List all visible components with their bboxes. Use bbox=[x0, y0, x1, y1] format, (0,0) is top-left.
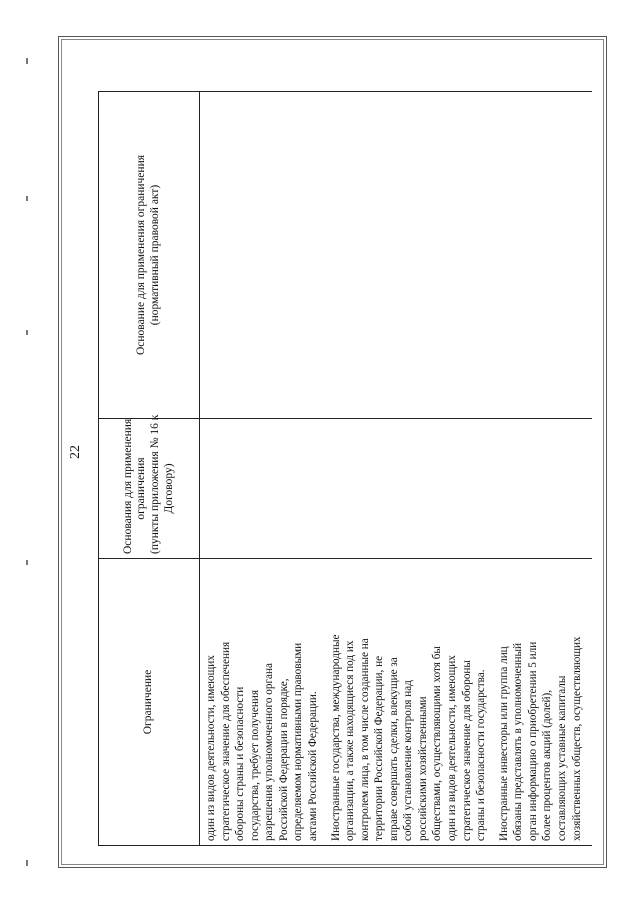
restriction-paragraph: Иностранные государства, международные организации, а также находящиеся под их контролем лица, в том числе созданные на территории Российской Федерации, не вправе совершать сделки, влекущие за собой установление контроля над российскими хозяйственными обществами, осуществляющими хотя бы один из видов деятельности, имеющих стратегическое значение для обороны страны и безопасности государства. bbox=[329, 634, 488, 841]
scan-mark bbox=[26, 560, 28, 565]
scan-mark bbox=[26, 58, 28, 64]
page-number: 22 bbox=[68, 445, 83, 459]
header-line: (нормативный правовой акт) bbox=[149, 184, 161, 326]
restrictions-table bbox=[98, 91, 592, 846]
header-line: Договору) bbox=[162, 463, 175, 514]
table-header-row bbox=[99, 92, 200, 846]
header-line: Основание для применения ограничения bbox=[135, 154, 148, 356]
header-basis-act bbox=[99, 92, 200, 419]
scan-mark bbox=[26, 860, 28, 866]
table-row bbox=[200, 92, 593, 846]
header-line: Основания для применения bbox=[121, 418, 134, 554]
rotated-page bbox=[58, 36, 607, 868]
header-basis-annex bbox=[99, 414, 200, 559]
header-restriction: Ограничение bbox=[99, 559, 200, 846]
scan-mark bbox=[26, 330, 28, 335]
header-line: (пункты приложения № 16 к bbox=[149, 414, 161, 554]
restriction-cell bbox=[200, 559, 593, 846]
scan-mark bbox=[26, 196, 28, 201]
basis-annex-cell bbox=[200, 419, 593, 559]
restriction-paragraph: Иностранные инвесторы или группа лиц обязаны представлять в уполномоченный орган информацию о приобретении 5 или более процентов акций (долей), составляющих уставные капиталы хозяйственных обществ, осуществляющих bbox=[497, 636, 583, 841]
basis-act-cell bbox=[200, 92, 593, 419]
restriction-paragraph: один из видов деятельности, имеющих стратегическое значение для обеспечения обороны страны и безопасности государства, требует получения разрешения уполномоченного органа Российской Федерации в порядке, определяемом нормативными правовыми актами Российской Федерации. bbox=[205, 641, 319, 841]
header-line: ограничения bbox=[135, 457, 148, 520]
